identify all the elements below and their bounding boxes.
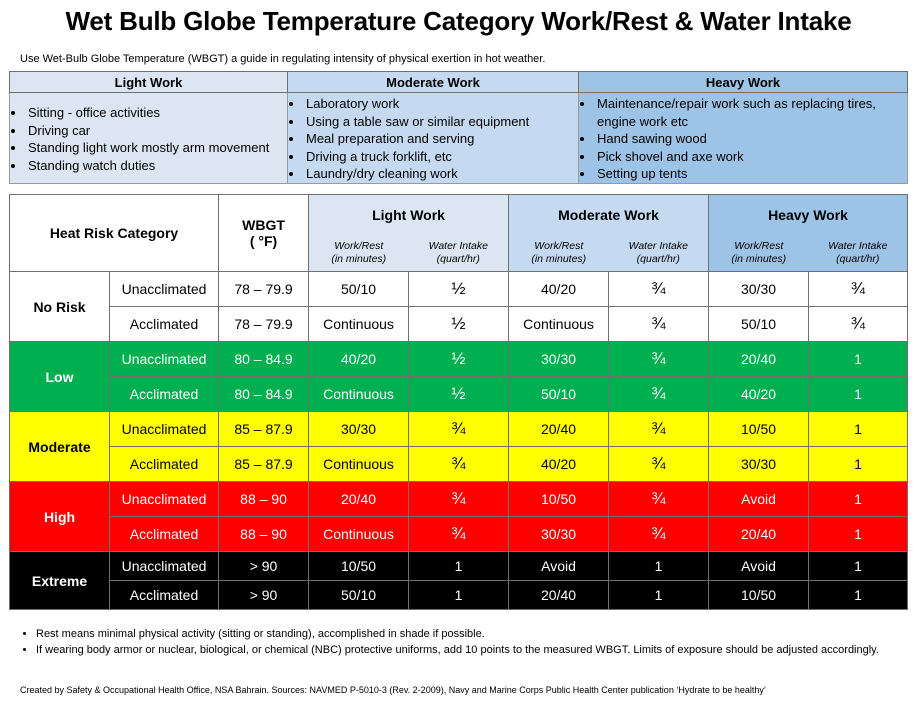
light-work-rest-cell: 10/50 (309, 552, 409, 581)
moderate-water-cell: 1 (609, 552, 709, 581)
list-item: • Standing light work mostly arm movement (26, 139, 287, 157)
list-item: • Driving car (26, 122, 287, 140)
wbgt-header (219, 195, 309, 272)
moderate-water-cell: ¾ (609, 342, 709, 377)
heavy-activity-list (579, 95, 907, 183)
acclimatization-status-cell: Acclimated (110, 581, 219, 610)
heavy-work-rest-cell: Avoid (709, 552, 809, 581)
heavy-work-rest-cell: 30/30 (709, 447, 809, 482)
heat-risk-category-cell: High (10, 482, 110, 552)
acclimatization-status-cell: Acclimated (110, 447, 219, 482)
acclimatization-status-cell: Unacclimated (110, 412, 219, 447)
light-water-cell: ¾ (409, 412, 509, 447)
moderate-work-rest-cell: 30/30 (509, 517, 609, 552)
intro-text: Use Wet-Bulb Globe Temperature (WBGT) a guide in regulating intensity of physical exertion in hot weather. (20, 53, 546, 65)
wbgt-range-cell: 80 – 84.9 (219, 342, 309, 377)
moderate-work-rest-cell: 40/20 (509, 272, 609, 307)
moderate-water-cell: ¾ (609, 517, 709, 552)
table-row (10, 447, 908, 482)
activity-examples-table (9, 71, 908, 184)
light-work-rest-subheader: Work/Rest (in minutes) (309, 236, 409, 272)
light-water-cell: ¾ (409, 517, 509, 552)
heavy-water-cell: 1 (809, 552, 908, 581)
list-item: • Laboratory work (304, 95, 578, 113)
credit-line: Created by Safety & Occupational Health Office, NSA Bahrain. Sources: NAVMED P-5010-3 (Rev. 2-2009), Navy and Marine Corps Public Health Center publication ‘Hydrate to be healthy’ (20, 685, 766, 695)
wbgt-range-cell: 88 – 90 (219, 517, 309, 552)
light-water-cell: ½ (409, 342, 509, 377)
heavy-work-rest-subheader: Work/Rest (in minutes) (709, 236, 809, 272)
heavy-water-cell: 1 (809, 412, 908, 447)
light-activity-list (10, 104, 287, 174)
light-water-cell: ¾ (409, 447, 509, 482)
heavy-work-rest-cell: 20/40 (709, 517, 809, 552)
heavy-water-cell: 1 (809, 342, 908, 377)
wbgt-range-cell: > 90 (219, 581, 309, 610)
footnote: • Rest means minimal physical activity (sitting or standing), accomplished in shade if possible. (36, 626, 896, 642)
moderate-work-rest-cell: 40/20 (509, 447, 609, 482)
acclimatization-status-cell: Unacclimated (110, 272, 219, 307)
wbgt-label: WBGT (242, 217, 285, 233)
moderate-work-rest-cell: Continuous (509, 307, 609, 342)
moderate-water-cell: 1 (609, 581, 709, 610)
heat-risk-category-cell: Low (10, 342, 110, 412)
wbgt-unit: ( °F) (249, 233, 278, 249)
light-water-cell: ½ (409, 307, 509, 342)
moderate-water-cell: ¾ (609, 482, 709, 517)
page-title: Wet Bulb Globe Temperature Category Work/Rest & Water Intake (65, 6, 852, 36)
heavy-work-rest-cell: Avoid (709, 482, 809, 517)
moderate-work-rest-cell: Avoid (509, 552, 609, 581)
heavy-work-rest-cell: 10/50 (709, 581, 809, 610)
light-activity-list-cell (10, 93, 288, 184)
footnotes (20, 626, 896, 658)
moderate-water-cell: ¾ (609, 272, 709, 307)
wbgt-range-cell: 78 – 79.9 (219, 307, 309, 342)
acclimatization-status-cell: Unacclimated (110, 342, 219, 377)
light-work-rest-cell: 40/20 (309, 342, 409, 377)
heavy-activity-list-cell (579, 93, 908, 184)
light-work-rest-cell: 30/30 (309, 412, 409, 447)
moderate-work-rest-cell: 50/10 (509, 377, 609, 412)
moderate-water-subheader: Water Intake (quart/hr) (609, 236, 709, 272)
heavy-work-rest-cell: 30/30 (709, 272, 809, 307)
light-work-rest-cell: Continuous (309, 447, 409, 482)
list-item: • Using a table saw or similar equipment (304, 113, 578, 131)
table-row (10, 272, 908, 307)
list-item: • Pick shovel and axe work (595, 148, 907, 166)
activity-header-heavy: Heavy Work (579, 72, 908, 93)
heavy-water-cell: ¾ (809, 272, 908, 307)
heat-risk-category-cell: Moderate (10, 412, 110, 482)
acclimatization-status-cell: Acclimated (110, 307, 219, 342)
light-water-cell: ¾ (409, 482, 509, 517)
acclimatization-status-cell: Unacclimated (110, 552, 219, 581)
moderate-work-header: Moderate Work (509, 195, 709, 236)
moderate-work-rest-cell: 20/40 (509, 581, 609, 610)
acclimatization-status-cell: Acclimated (110, 377, 219, 412)
moderate-water-cell: ¾ (609, 412, 709, 447)
footnote: • If wearing body armor or nuclear, biological, or chemical (NBC) protective uniforms, add 10 points to the measured WBGT. Limits of exposure should be adjusted accordingly. (36, 642, 896, 658)
light-water-cell: 1 (409, 581, 509, 610)
heavy-work-rest-cell: 10/50 (709, 412, 809, 447)
moderate-water-cell: ¾ (609, 307, 709, 342)
acclimatization-status-cell: Unacclimated (110, 482, 219, 517)
heavy-water-cell: 1 (809, 482, 908, 517)
moderate-work-rest-subheader: Work/Rest (in minutes) (509, 236, 609, 272)
table-row (10, 412, 908, 447)
moderate-work-rest-cell: 20/40 (509, 412, 609, 447)
moderate-water-cell: ¾ (609, 377, 709, 412)
heat-risk-category-cell: No Risk (10, 272, 110, 342)
light-work-rest-cell: 50/10 (309, 581, 409, 610)
wbgt-range-cell: 88 – 90 (219, 482, 309, 517)
light-work-rest-cell: Continuous (309, 517, 409, 552)
list-item: • Hand sawing wood (595, 130, 907, 148)
acclimatization-status-cell: Acclimated (110, 517, 219, 552)
heat-risk-category-cell: Extreme (10, 552, 110, 610)
heavy-water-cell: 1 (809, 377, 908, 412)
light-work-rest-cell: Continuous (309, 377, 409, 412)
heavy-water-subheader: Water Intake (quart/hr) (809, 236, 908, 272)
moderate-activity-list (288, 95, 578, 183)
work-rest-table (9, 194, 908, 610)
heavy-work-rest-cell: 20/40 (709, 342, 809, 377)
table-row (10, 517, 908, 552)
heavy-water-cell: 1 (809, 517, 908, 552)
activity-header-light: Light Work (10, 72, 288, 93)
heavy-water-cell: 1 (809, 447, 908, 482)
moderate-activity-list-cell (288, 93, 579, 184)
list-item: • Setting up tents (595, 165, 907, 183)
table-row (10, 342, 908, 377)
heavy-water-cell: 1 (809, 581, 908, 610)
light-water-cell: ½ (409, 377, 509, 412)
heat-risk-category-header: Heat Risk Category (10, 195, 219, 272)
wbgt-range-cell: 78 – 79.9 (219, 272, 309, 307)
activity-header-moderate: Moderate Work (288, 72, 579, 93)
wbgt-range-cell: 85 – 87.9 (219, 447, 309, 482)
list-item: • Maintenance/repair work such as replacing tires, engine work etc (595, 95, 907, 130)
heavy-work-header: Heavy Work (709, 195, 908, 236)
light-work-rest-cell: Continuous (309, 307, 409, 342)
table-row (10, 482, 908, 517)
light-work-header: Light Work (309, 195, 509, 236)
light-water-cell: ½ (409, 272, 509, 307)
wbgt-range-cell: 85 – 87.9 (219, 412, 309, 447)
light-water-subheader: Water Intake (quart/hr) (409, 236, 509, 272)
list-item: • Driving a truck forklift, etc (304, 148, 578, 166)
list-item: • Meal preparation and serving (304, 130, 578, 148)
heavy-water-cell: ¾ (809, 307, 908, 342)
moderate-work-rest-cell: 30/30 (509, 342, 609, 377)
moderate-water-cell: ¾ (609, 447, 709, 482)
moderate-work-rest-cell: 10/50 (509, 482, 609, 517)
wbgt-range-cell: > 90 (219, 552, 309, 581)
light-water-cell: 1 (409, 552, 509, 581)
table-row (10, 307, 908, 342)
table-row (10, 552, 908, 581)
list-item: • Sitting - office activities (26, 104, 287, 122)
light-work-rest-cell: 20/40 (309, 482, 409, 517)
wbgt-range-cell: 80 – 84.9 (219, 377, 309, 412)
table-row (10, 377, 908, 412)
light-work-rest-cell: 50/10 (309, 272, 409, 307)
list-item: • Standing watch duties (26, 157, 287, 175)
heavy-work-rest-cell: 40/20 (709, 377, 809, 412)
list-item: • Laundry/dry cleaning work (304, 165, 578, 183)
table-row (10, 581, 908, 610)
heavy-work-rest-cell: 50/10 (709, 307, 809, 342)
